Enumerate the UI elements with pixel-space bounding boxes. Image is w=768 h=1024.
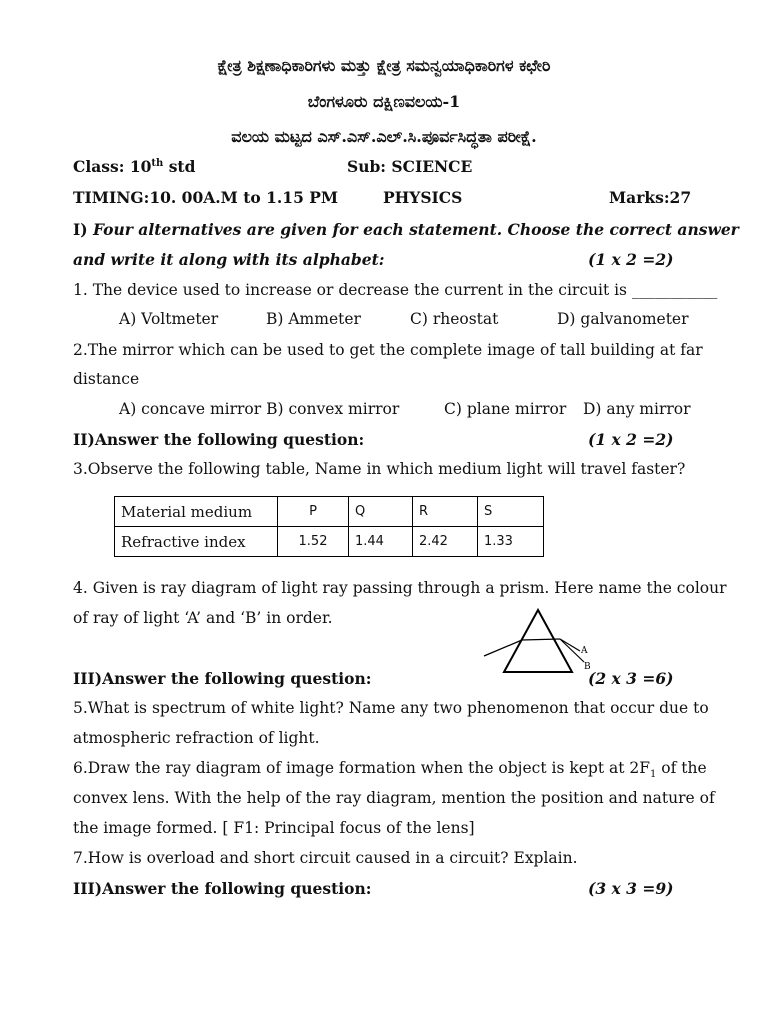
ray-a-label: A	[581, 646, 588, 656]
section1-marks: (1 x 2 =2)	[588, 250, 674, 269]
class-label: Class: 10th std	[73, 157, 196, 176]
question-1: 1. The device used to increase or decrease the current in the circuit is ___________	[73, 281, 718, 299]
q2-option-c: C) plane mirror	[444, 400, 567, 418]
table-header-cell: Q	[349, 497, 413, 527]
question-6-cont2: the image formed. [ F1: Principal focus of the lens]	[73, 819, 475, 837]
section3-title: III)Answer the following question:	[73, 669, 372, 688]
subject-label: Sub: SCIENCE	[347, 157, 473, 176]
table-header-cell: P	[278, 497, 349, 527]
question-6: 6.Draw the ray diagram of image formation when the object is kept at $2F_1$ of the	[73, 759, 707, 781]
timing-label: TIMING:10. 00A.M to 1.15 PM	[73, 188, 339, 207]
question-7: 7.How is overload and short circuit caused in a circuit? Explain.	[73, 849, 578, 867]
table-header-cell: R	[413, 497, 478, 527]
question-4: 4. Given is ray diagram of light ray passing through a prism. Here name the colour	[73, 579, 727, 597]
question-5-cont: atmospheric refraction of light.	[73, 729, 320, 747]
exam-title: ವಲಯ ಮಟ್ಟದ ಎಸ್.ಎಸ್.ಎಲ್.ಸಿ.ಪೂರ್ವಸಿದ್ಧತಾ ಪರೀಕ್ಷೆ.	[231, 127, 537, 146]
table-cell: Refractive index	[115, 527, 278, 557]
q1-option-d: D) galvanometer	[557, 310, 689, 328]
table-cell: 1.33	[478, 527, 544, 557]
table-row	[115, 527, 544, 557]
q2-option-d: D) any mirror	[583, 400, 691, 418]
q1-option-b: B) Ammeter	[266, 310, 361, 328]
table-header-cell: S	[478, 497, 544, 527]
section-name: PHYSICS	[383, 188, 463, 207]
table-cell: 2.42	[413, 527, 478, 557]
question-2-cont: distance	[73, 370, 140, 388]
section4-title: III)Answer the following question:	[73, 879, 372, 898]
zone-title: ಬೆಂಗಳೂರು ದಕ್ಷಿಣವಲಯ-1	[307, 92, 461, 111]
table-header-cell: Material medium	[115, 497, 278, 527]
question-6-cont: convex lens. With the help of the ray diagram, mention the position and nature of	[73, 789, 715, 807]
marks-label: Marks:27	[609, 188, 692, 207]
table-cell: 1.44	[349, 527, 413, 557]
refractive-index-table	[114, 496, 544, 557]
ray-b-label: B	[584, 662, 591, 672]
office-title: ಕ್ಷೇತ್ರ ಶಿಕ್ಷಣಾಧಿಕಾರಿಗಳು ಮತ್ತು ಕ್ಷೇತ್ರ ಸಮನ್ವಯಾಧಿಕಾರಿಗಳ ಕಛೇರಿ	[217, 56, 551, 75]
section1-instruction-cont: and write it along with its alphabet:	[73, 250, 385, 269]
prism-ray-diagram	[478, 604, 598, 676]
section4-marks: (3 x 3 =9)	[588, 879, 674, 898]
q1-option-a: A) Voltmeter	[119, 310, 219, 328]
q2-option-ab: A) concave mirror B) convex mirror	[119, 400, 400, 418]
section1-instruction: I) Four alternatives are given for each statement. Choose the correct answer	[73, 220, 739, 239]
question-2: 2.The mirror which can be used to get the complete image of tall building at far	[73, 341, 703, 359]
table-cell: 1.52	[278, 527, 349, 557]
question-4-cont: of ray of light ‘A’ and ‘B’ in order.	[73, 609, 333, 627]
section3-marks: (2 x 3 =6)	[588, 669, 674, 688]
section2-title: II)Answer the following question:	[73, 430, 365, 449]
table-header-row	[115, 497, 544, 527]
section2-marks: (1 x 2 =2)	[588, 430, 674, 449]
q1-option-c: C) rheostat	[410, 310, 499, 328]
question-3: 3.Observe the following table, Name in which medium light will travel faster?	[73, 460, 686, 478]
question-5: 5.What is spectrum of white light? Name any two phenomenon that occur due to	[73, 699, 709, 717]
